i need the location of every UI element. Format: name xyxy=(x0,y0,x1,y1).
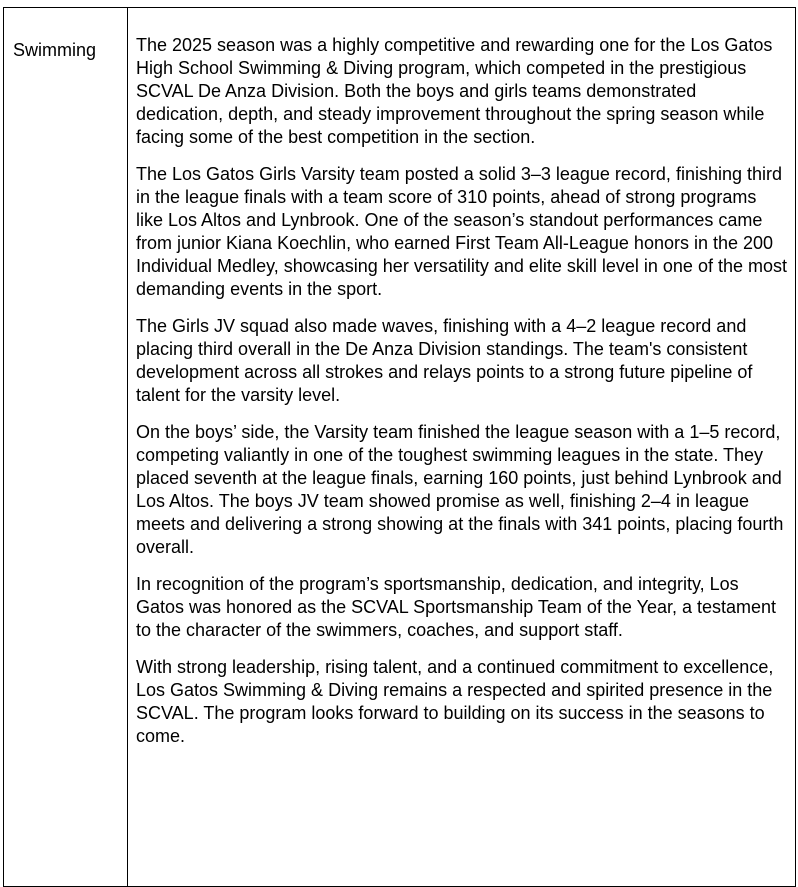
summary-paragraph: The Los Gatos Girls Varsity team posted a solid 3–3 league record, finishing third in the league finals with a team score of 310 points, ahead of strong programs like Los Altos and Lynbrook. One of the season’s standout performances came from junior Kiana Koechlin, who earned First Team All-League honors in the 200 Individual Medley, showcasing her versatility and elite skill level in one of the most demanding events in the sport. xyxy=(136,164,787,299)
summary-paragraph: The 2025 season was a highly competitive and rewarding one for the Los Gatos High School Swimming & Diving program, which competed in the prestigious SCVAL De Anza Division. Both the boys and girls teams demonstrated dedication, depth, and steady improvement throughout the spring season while facing some of the best competition in the section. xyxy=(136,35,773,147)
summary-paragraph: On the boys’ side, the Varsity team finished the league season with a 1–5 record, competing valiantly in one of the toughest swimming leagues in the state. They placed seventh at the league finals, earning 160 points, just behind Lynbrook and Los Altos. The boys JV team showed promise as well, finishing 2–4 in league meets and delivering a strong showing at the finals with 341 points, placing fourth overall. xyxy=(136,422,784,557)
sports-report-table xyxy=(3,7,796,887)
sport-label-cell xyxy=(4,8,128,887)
summary-paragraph: The Girls JV squad also made waves, finishing with a 4–2 league record and placing third overall in the De Anza Division standings. The team's consistent development across all strokes and relays points to a strong future pipeline of talent for the varsity level. xyxy=(136,316,753,405)
sport-summary-cell xyxy=(128,8,796,887)
table-row xyxy=(4,8,796,887)
sport-label: Swimming xyxy=(13,40,97,60)
summary-paragraph: In recognition of the program’s sportsmanship, dedication, and integrity, Los Gatos was honored as the SCVAL Sportsmanship Team of the Year, a testament to the character of the swimmers, coaches, and support staff. xyxy=(136,574,777,640)
summary-paragraph: With strong leadership, rising talent, and a continued commitment to excellence, Los Gatos Swimming & Diving remains a respected and spirited presence in the SCVAL. The program looks forward to building on its success in the seasons to come. xyxy=(136,657,774,746)
